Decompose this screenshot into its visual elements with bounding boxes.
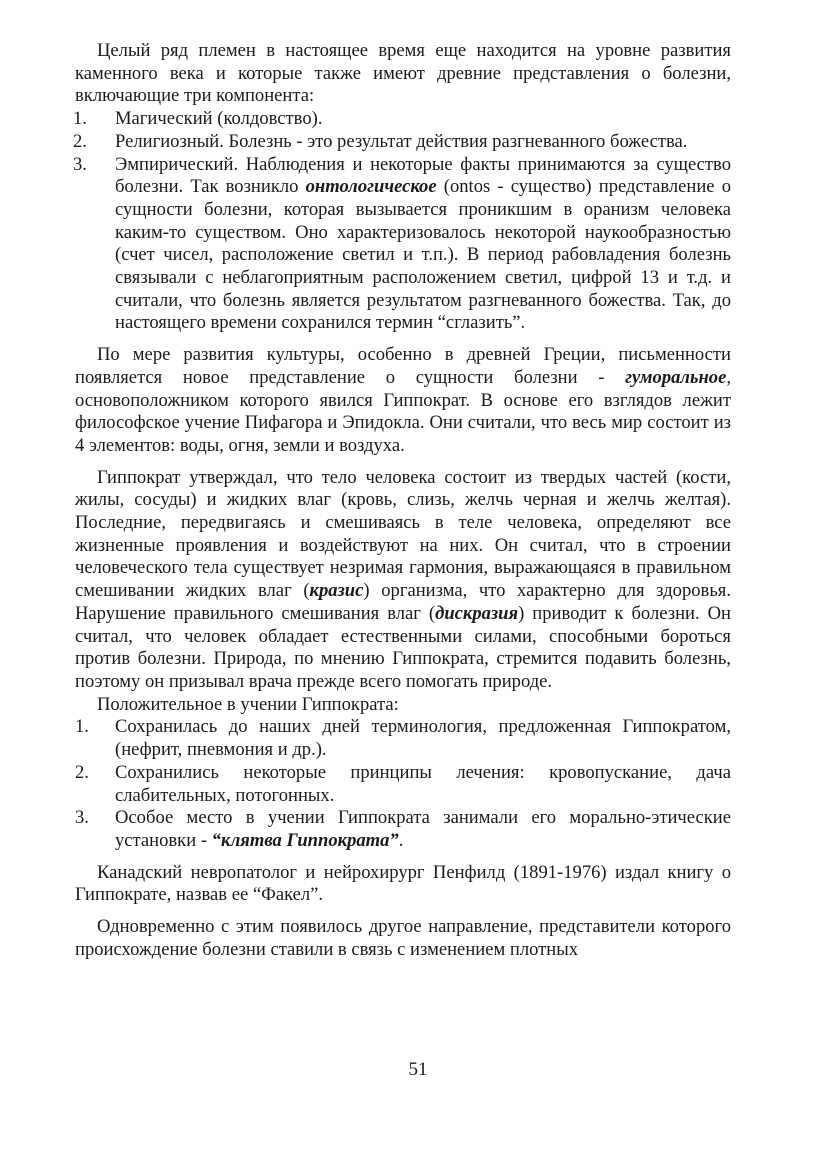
paragraph-text: ) приводит к болезни. Он считал, что человек обладает естественными силами, способными бороться против болезни. Природа, по мнению Гиппократа, стремится подавить болезнь, поэтому он призывал врача прежде всего помогать природе. [75,602,731,692]
term-dyskrasia: дискразия [435,602,519,624]
penfield-paragraph: Канадский невропатолог и нейрохирург Пенфилд (1891-1976) издал книгу о Гиппократе, назвав ее “Факел”. [75,861,731,906]
list-item [75,716,731,761]
paragraph-text: ) организма, что характерно для здоровья. Нарушение правильного смешивания влаг ( [75,580,732,624]
greece-paragraph [75,344,731,458]
term-humoral: гуморальное [625,366,727,388]
paragraph-text: Гиппократ утверждал, что тело человека состоит из твердых частей (кости, жилы, сосуды) и жидких влаг (кровь, слизь, желчь черная и желчь желтая). Последние, передвигаясь и смешиваясь в теле человека, определяют все жизненные проявления и воздействуют на них. Он считал, что в строении человеческого тела существует незримая гармония, выражающаяся в правильном смешивании жидких влаг ( [75,466,731,602]
list-number: 1. [73,108,87,130]
positive-heading: Положительное в учении Гиппократа: [97,693,399,715]
list-item [75,131,731,154]
list-item-text: Эмпирический. Наблюдения и некоторые факты принимаются за существо болезни. Так возникло [115,153,731,198]
page-number: 51 [408,1059,428,1080]
list-item-text: Религиозный. [115,130,224,152]
intro-paragraph: Целый ряд племен в настоящее время еще находится на уровне развития каменного века и которые также имеют древние представления о болезни, включающие три компонента: [75,40,731,107]
list-item-text: Магический (колдовство). [115,108,323,130]
hippocrates-paragraph [75,467,731,694]
paragraph-text: По мере развития культуры, особенно в древней Греции, письменности появляется новое представление о сущности болезни - [75,344,731,388]
list-item-text: Сохранилась до наших дней терминология, предложенная Гиппократом, (нефрит, пневмония и др.). [115,716,731,761]
positive-list [75,716,731,852]
list-item-text: Болезнь - это результат действия разгневанного божества. [223,130,688,152]
list-item [75,108,731,131]
list-item [75,807,731,852]
list-number: 2. [75,761,89,783]
list-number: 1. [75,716,89,738]
list-item-text: Сохранились некоторые принципы лечения: кровопускание, дача слабительных, потогонных. [115,761,731,806]
document-page [75,40,731,961]
term-hippocratic-oath: “клятва Гиппократа” [211,829,399,851]
list-item-text: Особое место в учении Гиппократа занимали его морально-этические установки - [115,807,731,851]
paragraph-text: , основоположником которого явился Гиппократ. В основе его взглядов лежит философское учение Пифагора и Эпидокла. Они считали, что весь мир состоит из 4 элементов: воды, огня, земли и воздуха. [75,366,731,456]
list-item [75,762,731,807]
list-number: 3. [75,807,89,829]
components-list [75,108,731,335]
list-number: 2. [73,130,87,152]
last-paragraph: Одновременно с этим появилось другое направление, представители которого происхождение болезни ставили в связь с изменением плотных [75,916,731,960]
term-krasis: кразис [309,580,364,602]
list-item [75,154,731,336]
list-item-text: (ontos - существо) представление о сущности болезни, которая вызывается проникшим в оранизм человека каким-то существом. Оно характеризовалось некоторой наукообразностью (счет чисел, расположение светил и т.п.). В период рабовладения болезнь связывали с неблагоприятным расположением светил, цифрой 13 и т.д. и считали, что болезнь является результатом разгневанного божества. Так, до настоящего времени сохранился термин “сглазить”. [115,176,731,334]
list-number: 3. [73,153,87,175]
list-item-text: . [398,829,404,851]
term-ontological: онтологическое [305,176,437,198]
